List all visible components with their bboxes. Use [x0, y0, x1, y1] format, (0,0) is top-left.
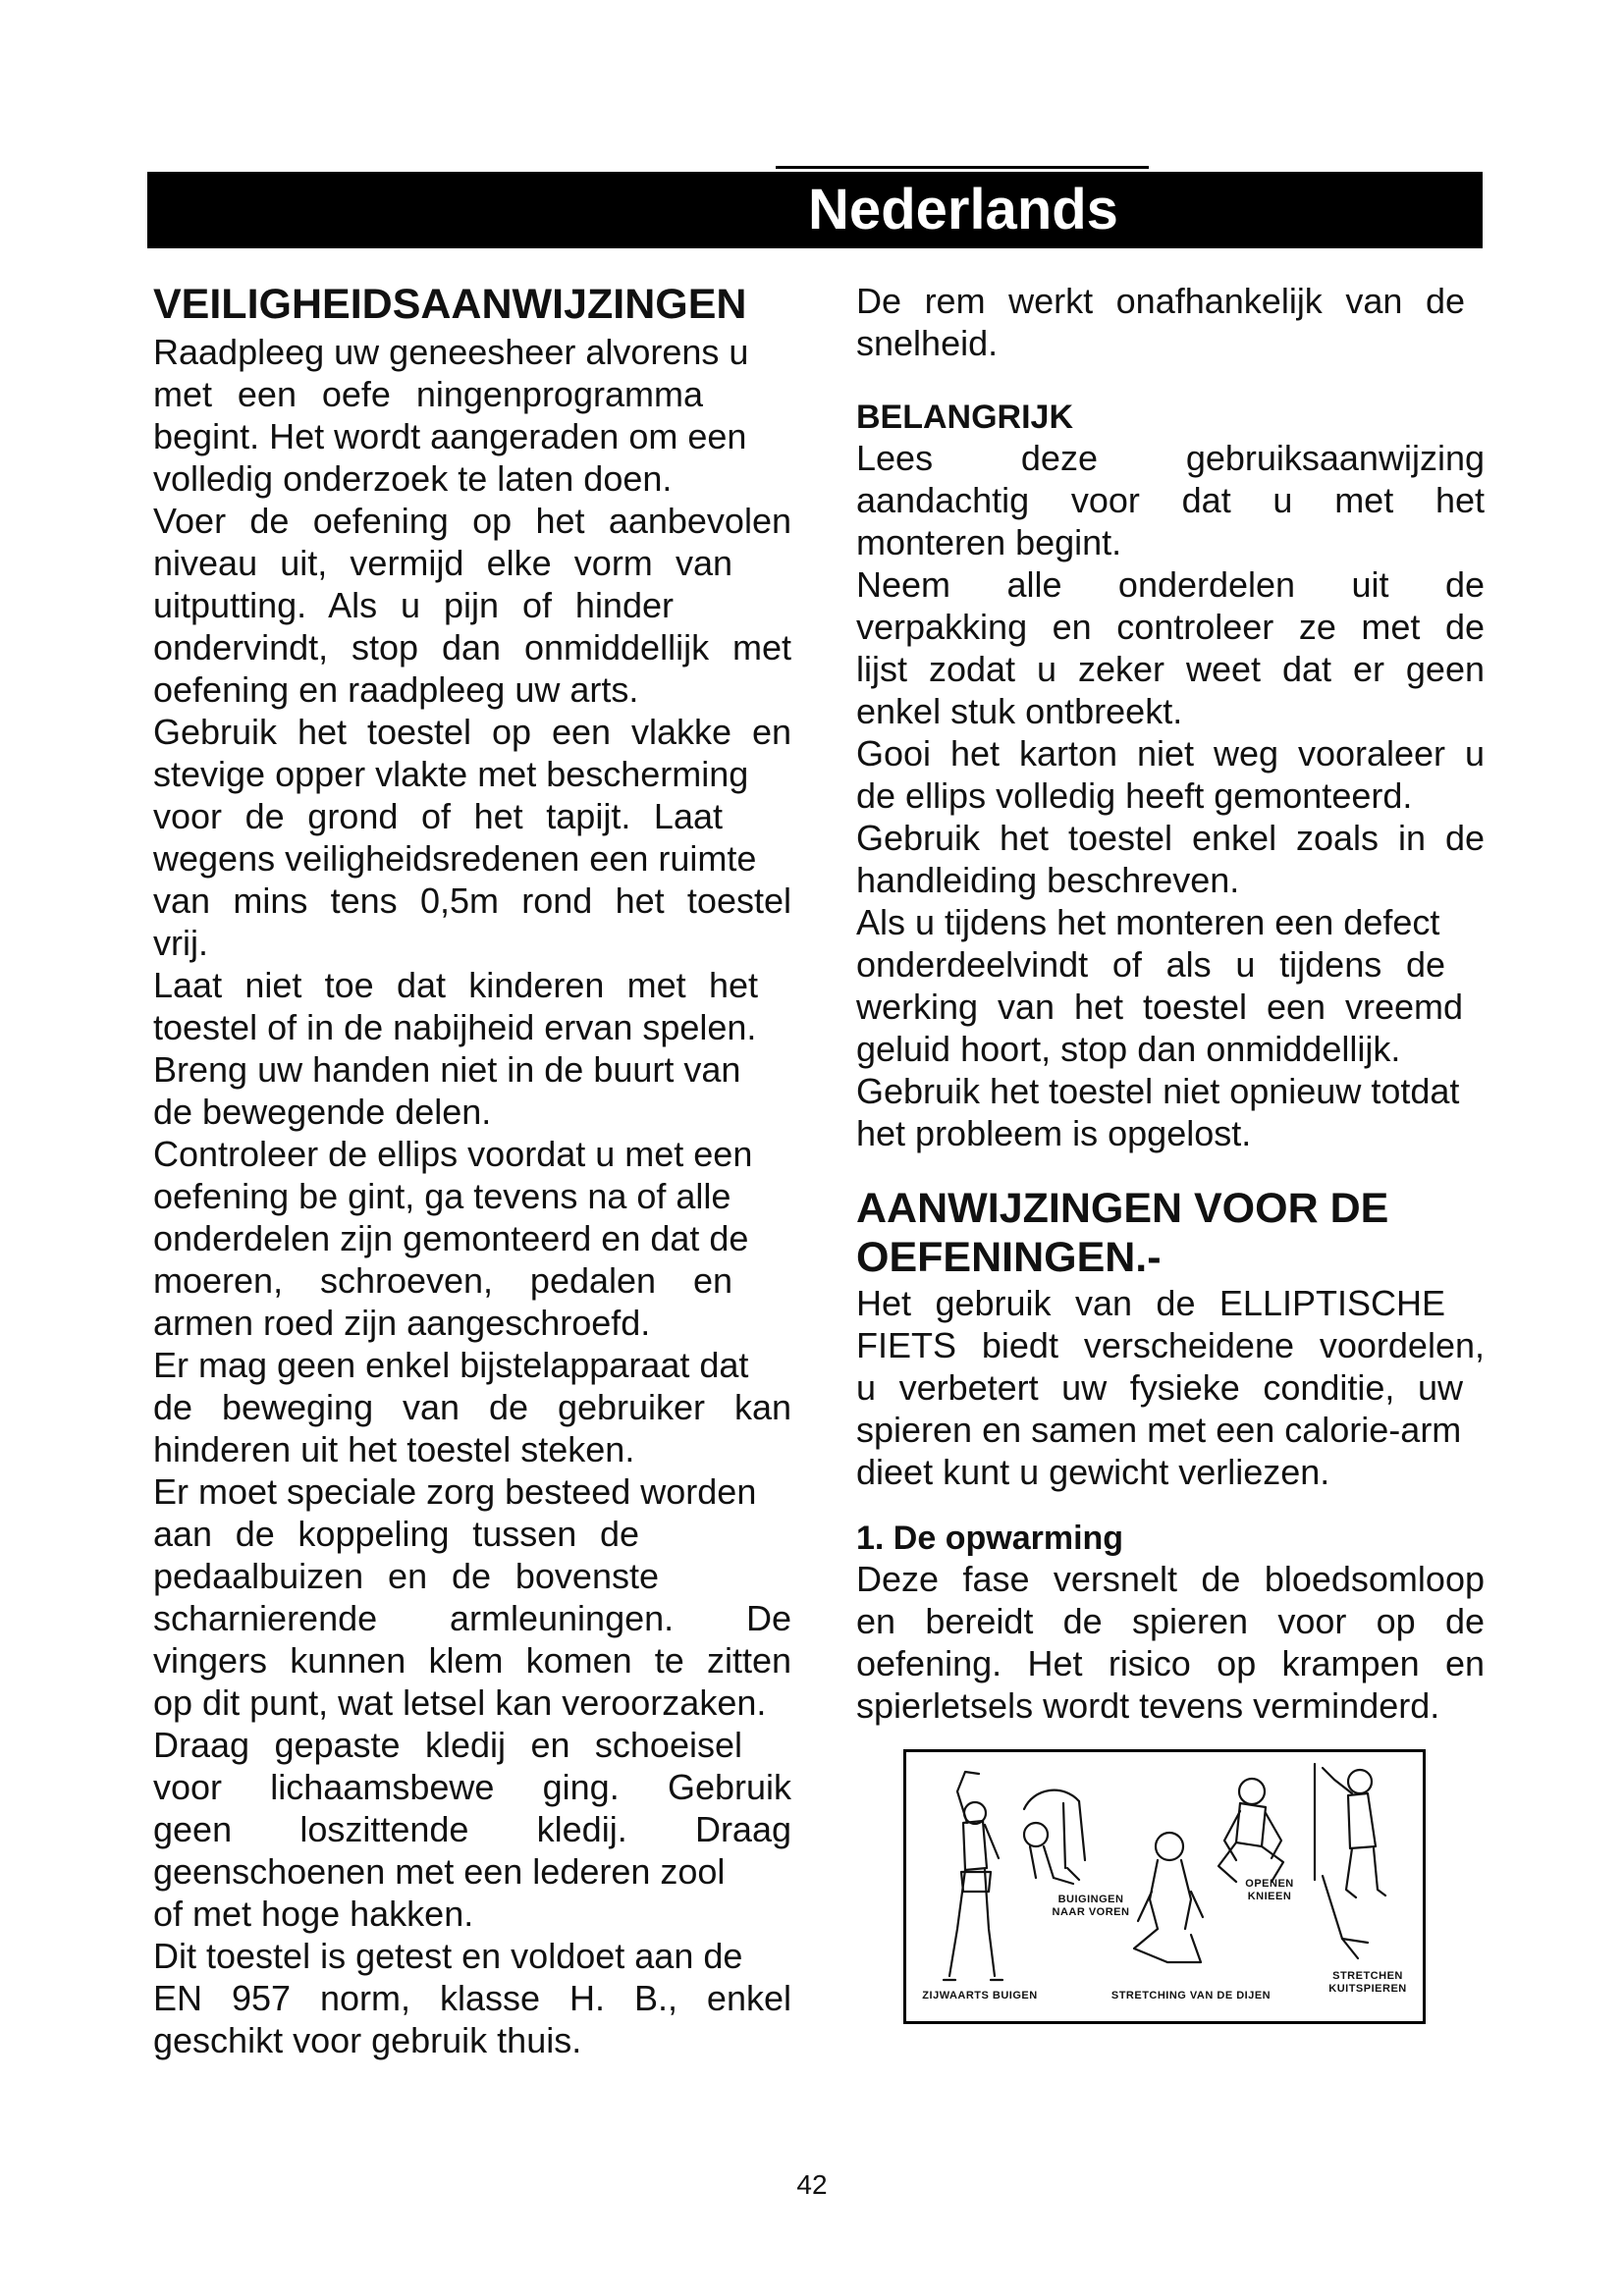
safety-heading: VEILIGHEIDSAANWIJZINGEN: [153, 281, 747, 328]
text-line: dieet kunt u gewicht verliezen.: [856, 1452, 1330, 1492]
text-line: snelheid.: [856, 323, 999, 363]
open-knees-label: [1230, 1878, 1309, 1903]
text-line: De rem werkt onafhankelijk van de: [856, 281, 1465, 321]
text-line: voor lichaamsbewe ging. Gebruik: [153, 1767, 791, 1807]
text-line: oefening en raadpleeg uw arts.: [153, 669, 639, 710]
text-line: geschikt voor gebruik thuis.: [153, 2020, 582, 2060]
left-column: [153, 270, 791, 2061]
label-line: NAAR VOREN: [1052, 1906, 1130, 1918]
text-line: Dit toestel is getest en voldoet aan de: [153, 1936, 743, 1976]
text-line: verpakking en controleer ze met de: [856, 607, 1485, 647]
calf-stretch-figure: [1315, 1764, 1385, 1958]
label-line: STRETCHEN: [1332, 1970, 1403, 1982]
warmup-illustration: [903, 1749, 1426, 2024]
text-line: Breng uw handen niet in de buurt van: [153, 1049, 741, 1090]
text-line: Deze fase versnelt de bloedsomloop: [856, 1559, 1485, 1599]
text-line: hinderen uit het toestel steken.: [153, 1429, 635, 1469]
text-line: Neem alle onderdelen uit de: [856, 564, 1485, 605]
text-line: handleiding beschreven.: [856, 860, 1240, 900]
text-line: monteren begint.: [856, 522, 1122, 562]
text-line: Controleer de ellips voordat u met een: [153, 1134, 753, 1174]
label-line: BUIGINGEN: [1057, 1894, 1124, 1905]
important-heading: BELANGRIJK: [856, 399, 1074, 436]
text-line: Gebruik het toestel op een vlakke en: [153, 712, 791, 752]
text-line: lijst zodat u zeker weet dat er geen: [856, 649, 1485, 689]
warmup-heading: 1. De opwarming: [856, 1520, 1124, 1557]
text-line: Raadpleeg uw geneesheer alvorens u: [153, 332, 749, 372]
text-line: met een oefe ningenprogramma: [153, 374, 703, 414]
text-line: het probleem is opgelost.: [856, 1113, 1252, 1153]
text-line: geluid hoort, stop dan onmiddellijk.: [856, 1029, 1401, 1069]
text-line: de ellips volledig heeft gemonteerd.: [856, 775, 1413, 816]
text-line: pedaalbuizen en de bovenste: [153, 1556, 659, 1596]
label-line: KUITSPIEREN: [1328, 1983, 1407, 1995]
text-line: armen roed zijn aangeschroefd.: [153, 1303, 651, 1343]
label-line: KNIEEN: [1247, 1891, 1292, 1902]
text-line: EN 957 norm, klasse H. B., enkel: [153, 1978, 791, 2018]
text-line: vrij.: [153, 923, 208, 963]
text-line: Voer de oefening op het aanbevolen: [153, 501, 791, 541]
heading-line: AANWIJZINGEN VOOR DE: [856, 1185, 1389, 1232]
text-line: geenschoenen met een lederen zool: [153, 1851, 726, 1892]
text-line: ondervindt, stop dan onmiddellijk met: [153, 627, 791, 667]
text-line: de bewegende delen.: [153, 1092, 492, 1132]
text-line: van mins tens 0,5m rond het toestel: [153, 881, 791, 921]
side-bend-label: ZIJWAARTS BUIGEN: [922, 1990, 1038, 2002]
text-line: of met hoge hakken.: [153, 1894, 474, 1934]
text-line: werking van het toestel een vreemd: [856, 987, 1463, 1027]
text-line: Lees deze gebruiksaanwijzing: [856, 438, 1485, 478]
thigh-stretch-label: STRETCHING VAN DE DIJEN: [1110, 1990, 1272, 2002]
text-line: Het gebruik van de ELLIPTISCHE: [856, 1283, 1445, 1323]
text-line: Er mag geen enkel bijstelapparaat dat: [153, 1345, 749, 1385]
text-line: uitputting. Als u pijn of hinder: [153, 585, 674, 625]
forward-bend-figure: [1024, 1790, 1085, 1884]
calf-stretch-label: [1319, 1970, 1417, 1996]
open-knees-figure: [1218, 1779, 1283, 1882]
text-line: oefening be gint, ga tevens na of alle: [153, 1176, 731, 1216]
side-bend-figure: [944, 1772, 1002, 1980]
forward-bend-label: [1032, 1894, 1150, 1919]
text-line: begint. Het wordt aangeraden om een: [153, 416, 747, 456]
text-line: vingers kunnen klem komen te zitten: [153, 1640, 791, 1681]
text-line: op dit punt, wat letsel kan veroorzaken.: [153, 1682, 767, 1723]
heading-line: OEFENINGEN.-: [856, 1234, 1162, 1281]
banner-title-rule: [776, 166, 1149, 169]
text-line: voor de grond of het tapijt. Laat: [153, 796, 723, 836]
language-banner: [147, 172, 1483, 248]
text-line: toestel of in de nabijheid ervan spelen.: [153, 1007, 757, 1047]
text-line: aan de koppeling tussen de: [153, 1514, 639, 1554]
label-line: OPENEN: [1245, 1878, 1294, 1890]
text-line: moeren, schroeven, pedalen en: [153, 1260, 732, 1301]
text-line: scharnierende armleuningen. De: [153, 1598, 791, 1638]
text-line: spierletsels wordt tevens verminderd.: [856, 1685, 1440, 1726]
safety-text: [153, 331, 791, 2061]
text-line: en bereidt de spieren voor op de: [856, 1601, 1485, 1641]
text-line: enkel stuk ontbreekt.: [856, 691, 1183, 731]
text-line: de beweging van de gebruiker kan: [153, 1387, 791, 1427]
text-line: Draag gepaste kledij en schoeisel: [153, 1725, 742, 1765]
text-line: niveau uit, vermijd elke vorm van: [153, 543, 732, 583]
text-line: onderdeelvindt of als u tijdens de: [856, 944, 1445, 985]
text-line: Gooi het karton niet weg vooraleer u: [856, 733, 1485, 774]
text-line: geen loszittende kledij. Draag: [153, 1809, 791, 1849]
text-line: aandachtig voor dat u met het: [856, 480, 1485, 520]
text-line: FIETS biedt verscheidene voordelen,: [856, 1325, 1485, 1365]
text-line: oefening. Het risico op krampen en: [856, 1643, 1485, 1683]
text-line: Laat niet toe dat kinderen met het: [153, 965, 758, 1005]
text-line: volledig onderzoek te laten doen.: [153, 458, 673, 499]
text-line: stevige opper vlakte met bescherming: [153, 754, 749, 794]
text-line: Gebruik het toestel niet opnieuw totdat: [856, 1071, 1460, 1111]
text-line: spieren en samen met een calorie-arm: [856, 1410, 1462, 1450]
exercise-heading: [856, 1184, 1485, 1282]
text-line: Er moet speciale zorg besteed worden: [153, 1471, 757, 1512]
text-line: u verbetert uw fysieke conditie, uw: [856, 1367, 1463, 1408]
text-line: onderdelen zijn gemonteerd en dat de: [153, 1218, 749, 1258]
text-line: Als u tijdens het monteren een defect: [856, 902, 1440, 942]
text-line: wegens veiligheidsredenen een ruimte: [153, 838, 757, 879]
page-number: 42: [796, 2169, 828, 2200]
banner-title: Nederlands: [808, 178, 1118, 241]
text-line: Gebruik het toestel enkel zoals in de: [856, 818, 1485, 858]
right-column: [856, 280, 1485, 1727]
